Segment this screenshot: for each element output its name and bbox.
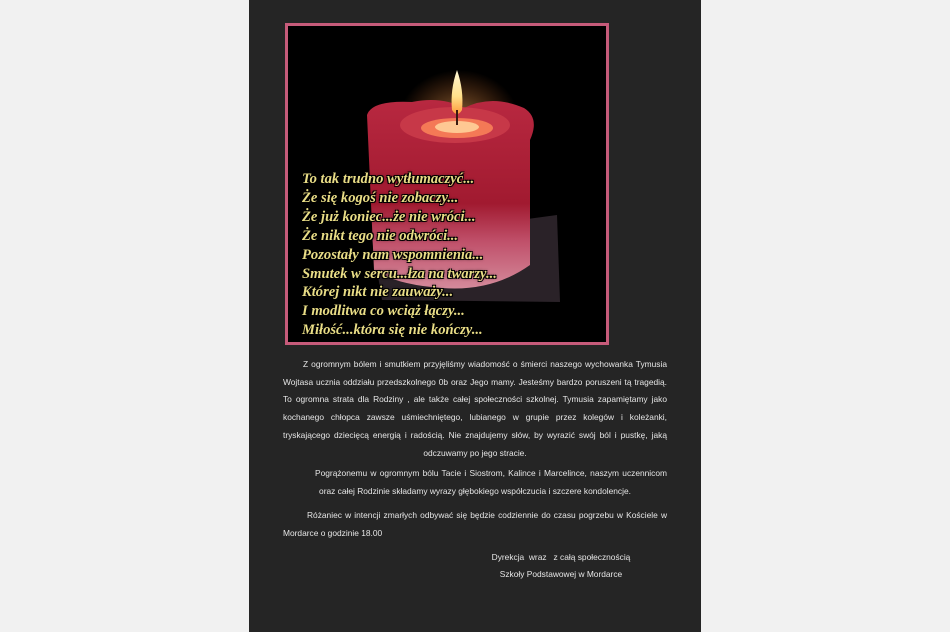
poem-line: Że nikt tego nie odwróci... [302,227,459,244]
poem [302,170,497,338]
candle-image [292,30,602,338]
signature-line-1: Dyrekcja wraz z całą społecznością [491,552,631,562]
poem-line: Której nikt nie zauważy... [302,284,454,301]
condolence-paragraph-2: Pogrążonemu w ogromnym bólu Tacie i Siostrom, Kalince i Marcelince, naszym uczennicom oraz całej Rodzinie składamy wyrazy głębokiego współczucia i szczere kondolencje. [315,468,667,496]
signature [461,549,661,583]
poem-line: Że już koniec...że nie wróci... [302,208,476,225]
poem-line: Pozostały nam wspomnienia... [302,246,484,263]
poem-line: Że się kogoś nie zobaczy... [302,189,459,206]
poem-line: To tak trudno wytłumaczyć... [302,171,475,187]
poem-line: Smutek w sercu...łza na twarzy... [302,265,497,282]
document-page [249,0,701,632]
poem-line: I modlitwa co wciąż łączy... [302,303,465,320]
rosary-announcement: Różaniec w intencji zmarłych odbywać się będzie codziennie do czasu pogrzebu w Kościele w Mordarce o godzinie 18.00 [283,510,667,538]
signature-line-2: Szkoły Podstawowej w Mordarce [499,569,623,579]
poem-line: Miłość...która się nie kończy... [302,322,483,338]
candle-image-frame [285,23,609,345]
condolence-paragraph-1: Z ogromnym bólem i smutkiem przyjęliśmy wiadomość o śmierci naszego wychowanka Tymusia Wojtasa ucznia oddziału przedszkolnego 0b oraz Jego mamy. Jesteśmy bardzo poruszeni tą tragedią. To ogromna strata dla Rodziny , ale także całej społeczności szkolnej. Tymusia zapamiętamy jako kochanego chłopca zawsze uśmiechniętego, lubianego w grupie przez kolegów i koleżanki, tryskającego dziecięcą energią i radością. Nie znajdujemy słów, by wyrazić swój ból i pustkę, jaką odczuwamy po jego stracie. [283,359,667,458]
